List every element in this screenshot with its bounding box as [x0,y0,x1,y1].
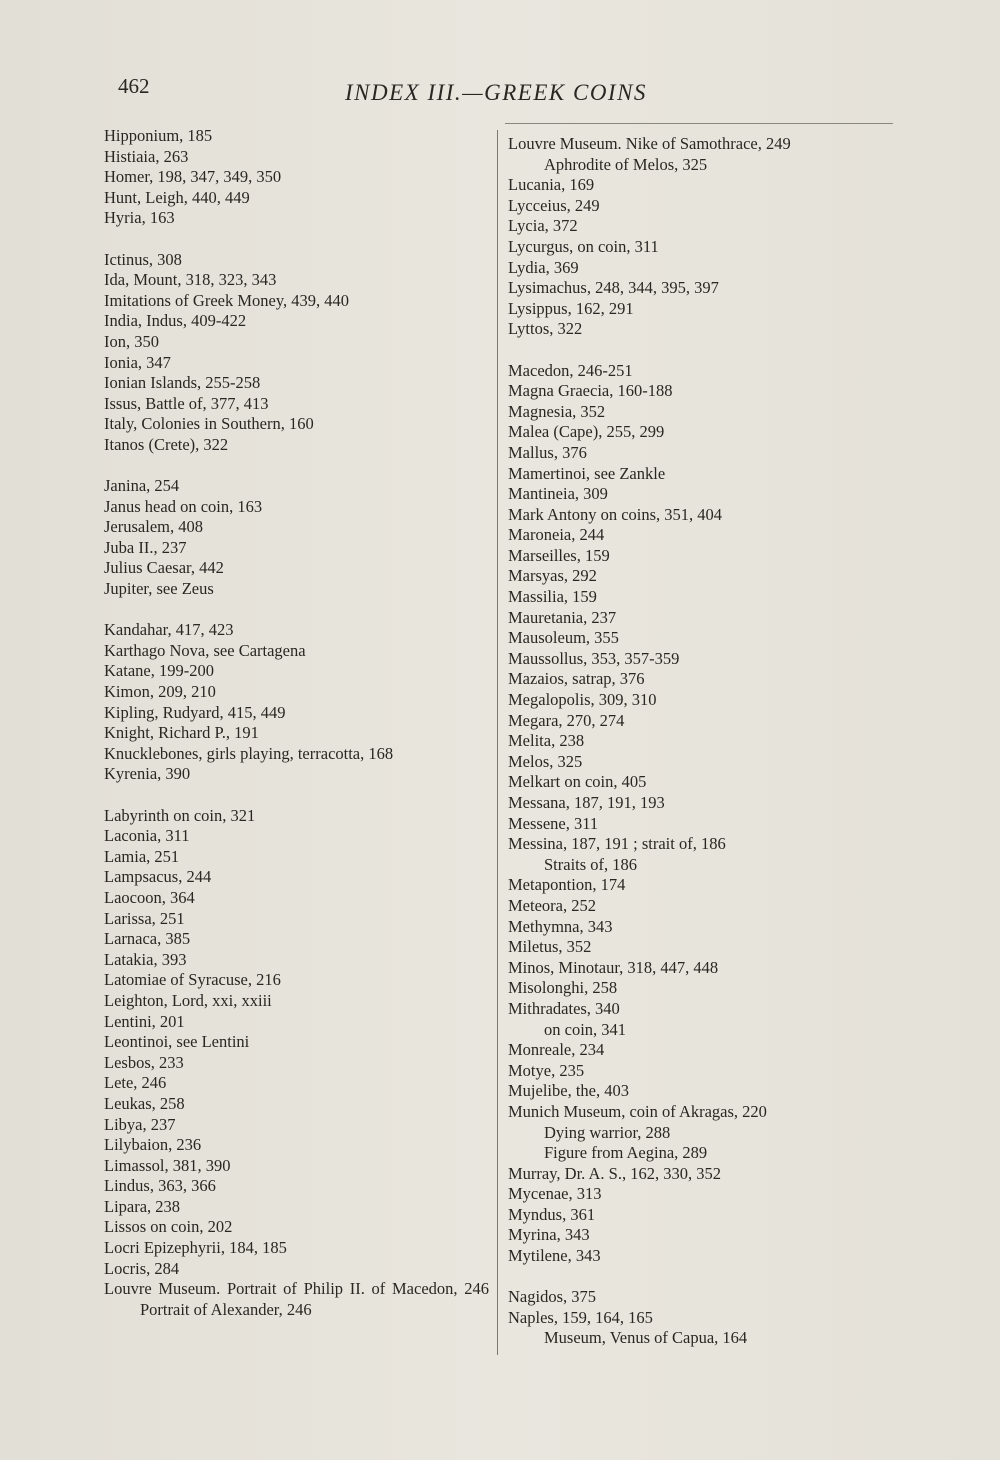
index-entry: Messina, 187, 191 ; strait of, 186 [508,834,726,854]
index-entry: Latakia, 393 [104,949,187,969]
index-entry: Mauretania, 237 [508,607,617,627]
right-index-column [508,134,878,1349]
index-entry: Limassol, 381, 390 [104,1155,231,1175]
index-entry: Messana, 187, 191, 193 [508,793,665,812]
index-entry: Locris, 284 [104,1258,180,1278]
index-entry: Mark Antony on coins, 351, 404 [508,504,723,524]
index-entry: Motye, 235 [508,1060,585,1080]
index-entry: Lycurgus, on coin, 311 [508,236,659,256]
index-entry: Hyria, 163 [104,208,175,228]
index-entry: Mantineia, 309 [508,484,608,504]
index-entry: Issus, Battle of, 377, 413 [104,393,269,413]
index-entry: Miletus, 352 [508,937,592,957]
index-entry: Lyttos, 322 [508,319,583,339]
index-entry: Lentini, 201 [104,1011,185,1031]
index-entry: Magna Graecia, 160-188 [508,381,673,401]
index-entry: Locri Epizephyrii, 184, 185 [104,1238,287,1258]
index-entry: Hunt, Leigh, 440, 449 [104,187,250,207]
index-entry: Lindus, 363, 366 [104,1176,216,1196]
index-entry: Metapontion, 174 [508,875,626,895]
index-entry: Katane, 199-200 [104,661,214,681]
index-subentry: Figure from Aegina, 289 [544,1143,708,1163]
index-entry: Magnesia, 352 [508,401,606,421]
index-entry: Homer, 198, 347, 349, 350 [104,167,282,187]
index-entry: Mallus, 376 [508,442,587,462]
index-entry: Marseilles, 159 [508,545,610,565]
index-entry: Knucklebones, girls playing, terracotta, 168 [104,743,394,763]
index-entry: Knight, Richard P., 191 [104,723,259,743]
index-entry: Lycia, 372 [508,216,578,236]
index-entry: Latomiae of Syracuse, 216 [104,970,281,990]
index-entry: Marsyas, 292 [508,566,597,586]
index-entry: Minos, Minotaur, 318, 447, 448 [508,957,719,977]
index-entry: Lilybaion, 236 [104,1135,202,1155]
index-entry: Myndus, 361 [508,1204,596,1224]
index-entry: Imitations of Greek Money, 439, 440 [104,290,350,310]
index-entry: Lycceius, 249 [508,195,600,215]
index-entry: Misolonghi, 258 [508,978,618,998]
index-entry: Kimon, 209, 210 [104,682,216,702]
index-entry: Murray, Dr. A. S., 162, 330, 352 [508,1163,721,1183]
index-entry: Mausoleum, 355 [508,628,619,648]
index-entry: Juba II., 237 [104,537,187,557]
index-entry: Myrina, 343 [508,1225,590,1245]
running-title: INDEX III.—GREEK COINS [345,80,647,105]
index-entry: Kipling, Rudyard, 415, 449 [104,702,286,722]
index-entry: Lipara, 238 [104,1196,181,1216]
index-subentry: Aphrodite of Melos, 325 [544,154,708,174]
index-entry: Italy, Colonies in Southern, 160 [104,414,314,434]
index-entry: Lysippus, 162, 291 [508,298,634,318]
index-entry: Karthago Nova, see Cartagena [104,640,306,660]
index-entry: India, Indus, 409-422 [104,311,247,331]
index-entry: Ionia, 347 [104,352,171,372]
index-entry: Mytilene, 343 [508,1246,601,1266]
index-entry: Kyrenia, 390 [104,764,191,784]
index-entry: Melita, 238 [508,731,585,751]
index-entry: Ionian Islands, 255-258 [104,373,261,393]
index-entry: Leighton, Lord, xxi, xxiii [104,990,272,1010]
index-entry: Monreale, 234 [508,1040,605,1060]
index-entry: Janina, 254 [104,476,180,496]
index-entry: Itanos (Crete), 322 [104,434,229,454]
index-entry: Histiaia, 263 [104,146,189,166]
index-entry: Larnaca, 385 [104,929,191,949]
header-rule [505,123,893,124]
index-entry: Kandahar, 417, 423 [104,620,234,640]
index-entry: Louvre Museum. Portrait of Philip II. of Macedon, 246 [104,1279,489,1299]
index-entry: Megara, 270, 274 [508,710,625,730]
index-entry: Jerusalem, 408 [104,517,203,537]
index-subentry: Straits of, 186 [544,854,638,874]
index-entry: Larissa, 251 [104,908,185,928]
index-entry: Ion, 350 [104,331,159,351]
index-subentry: on coin, 341 [544,1019,627,1039]
page-number: 462 [118,74,150,98]
index-entry: Laocoon, 364 [104,887,195,907]
index-entry: Janus head on coin, 163 [104,496,263,516]
index-entry: Laconia, 311 [104,826,190,846]
index-entry: Macedon, 246-251 [508,360,633,380]
index-entry: Louvre Museum. Nike of Samothrace, 249 [508,134,791,153]
index-entry: Melos, 325 [508,751,583,771]
index-entry: Lampsacus, 244 [104,867,212,887]
index-entry: Lete, 246 [104,1073,167,1093]
index-entry: Lydia, 369 [508,257,579,277]
index-entry: Maroneia, 244 [508,525,605,545]
index-entry: Leontinoi, see Lentini [104,1032,250,1052]
index-subentry: Portrait of Alexander, 246 [140,1299,312,1319]
index-entry: Megalopolis, 309, 310 [508,690,657,710]
index-entry: Naples, 159, 164, 165 [508,1307,653,1327]
index-entry: Mamertinoi, see Zankle [508,463,666,483]
index-entry: Nagidos, 375 [508,1287,596,1307]
left-index-column [104,126,489,1320]
index-subentry: Museum, Venus of Capua, 164 [544,1328,748,1348]
index-entry: Mycenae, 313 [508,1184,602,1204]
index-entry: Ictinus, 308 [104,249,182,269]
index-entry: Labyrinth on coin, 321 [104,805,256,825]
index-entry: Messene, 311 [508,813,599,833]
index-entry: Hipponium, 185 [104,126,213,145]
index-entry: Malea (Cape), 255, 299 [508,422,665,442]
index-entry: Mazaios, satrap, 376 [508,669,645,689]
index-entry: Mujelibe, the, 403 [508,1081,629,1101]
index-entry: Mithradates, 340 [508,998,620,1018]
index-entry: Munich Museum, coin of Akragas, 220 [508,1101,767,1121]
index-entry: Leukas, 258 [104,1093,185,1113]
column-divider [497,130,498,1355]
index-entry: Lissos on coin, 202 [104,1217,233,1237]
index-entry: Libya, 237 [104,1114,176,1134]
index-entry: Jupiter, see Zeus [104,579,214,599]
index-entry: Methymna, 343 [508,916,613,936]
index-entry: Massilia, 159 [508,587,597,607]
index-entry: Julius Caesar, 442 [104,558,224,578]
index-entry: Lamia, 251 [104,846,180,866]
index-entry: Melkart on coin, 405 [508,772,647,792]
index-subentry: Dying warrior, 288 [544,1122,671,1142]
index-entry: Lysimachus, 248, 344, 395, 397 [508,278,719,298]
index-entry: Meteora, 252 [508,895,596,915]
index-entry: Lesbos, 233 [104,1052,184,1072]
index-entry: Lucania, 169 [508,175,595,195]
index-entry: Ida, Mount, 318, 323, 343 [104,270,277,290]
index-entry: Maussollus, 353, 357-359 [508,648,680,668]
